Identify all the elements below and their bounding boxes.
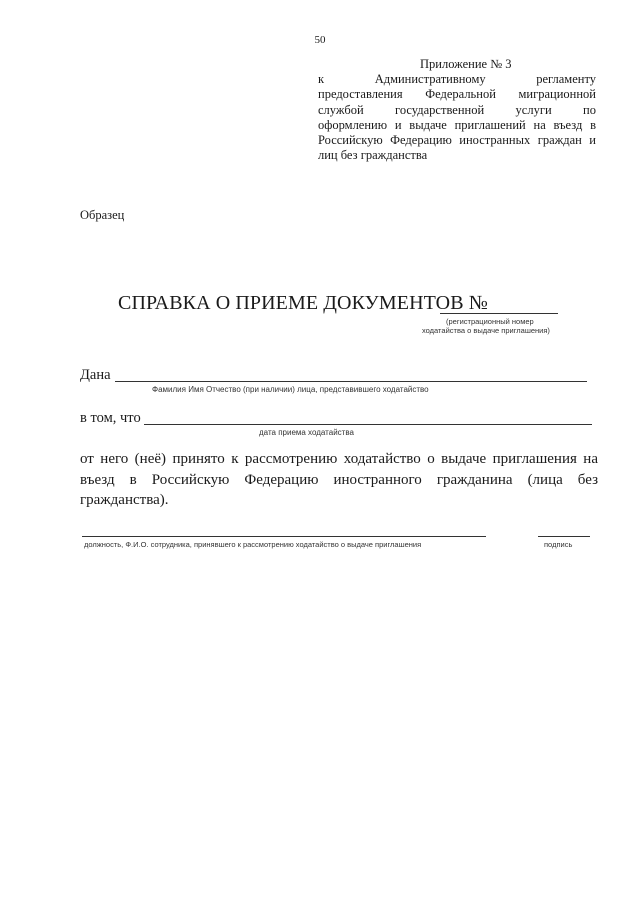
acceptance-date-hint: дата приема ходатайства <box>259 428 354 437</box>
registration-number-hint: ходатайства о выдаче приглашения) <box>422 326 550 335</box>
signature-hint: подпись <box>544 540 573 549</box>
statement-line: от него (неё) принято к рассмотрению ходатайство о выдаче приглашения на <box>80 451 598 467</box>
statement-text <box>80 449 598 511</box>
appendix-line: Российскую Федерацию иностранных граждан и <box>318 133 596 148</box>
appendix-line: предоставления Федеральной миграционной <box>318 87 596 102</box>
v-tom-label: в том, что <box>80 410 141 426</box>
signature-line <box>538 536 590 537</box>
acceptance-date-line <box>144 424 592 425</box>
appendix-line: службой государственной услуги по <box>318 102 596 117</box>
registration-number-hint: (регистрационный номер <box>446 317 534 326</box>
applicant-name-line <box>115 381 587 382</box>
appendix-title: Приложение № 3 <box>420 57 512 71</box>
appendix-description <box>318 72 596 164</box>
appendix-line: оформлению и выдаче приглашений на въезд в <box>318 117 596 132</box>
document-title: СПРАВКА О ПРИЕМЕ ДОКУМЕНТОВ № <box>118 292 488 314</box>
official-hint: должность, Ф.И.О. сотрудника, принявшего к рассмотрению ходатайство о выдаче приглашения <box>84 540 422 549</box>
appendix-line: лиц без гражданства <box>318 148 428 163</box>
appendix-line: к Административному регламенту <box>318 72 596 86</box>
registration-number-line <box>440 313 558 314</box>
official-line <box>82 536 486 537</box>
page-number: 50 <box>314 34 326 46</box>
statement-line: въезд в Российскую Федерацию иностранного гражданина (лица без <box>80 471 598 488</box>
applicant-name-hint: Фамилия Имя Отчество (при наличии) лица, представившего ходатайство <box>152 385 429 394</box>
dana-label: Дана <box>80 367 111 383</box>
sample-label: Образец <box>80 208 125 222</box>
statement-line: гражданства). <box>80 492 169 508</box>
